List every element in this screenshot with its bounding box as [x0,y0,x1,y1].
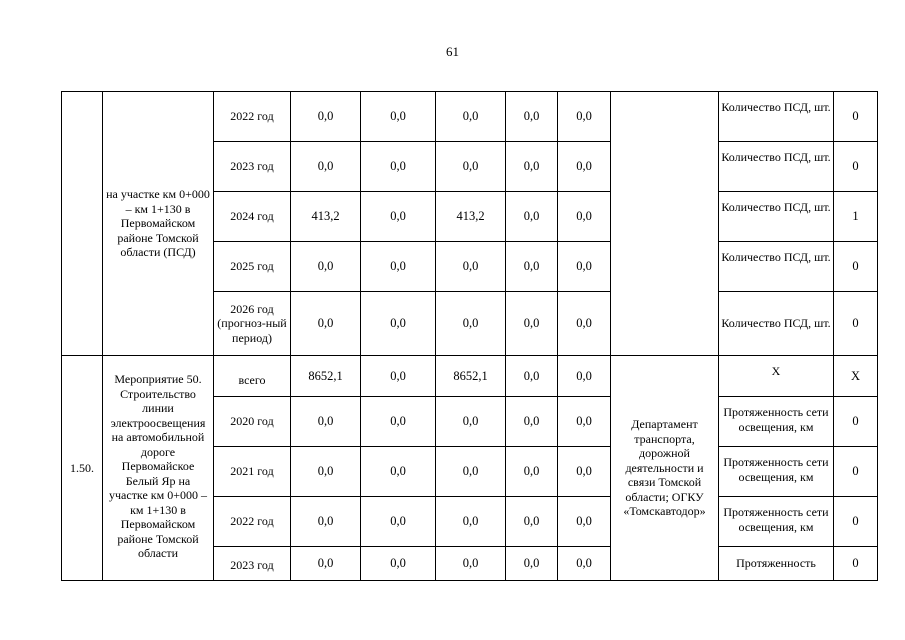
year-cell: 2022 год [214,92,291,142]
program-table [61,91,878,581]
executor-cell: Департамент транспорта, дорожной деятельности и связи Томской области; ОГКУ «Томскавтодор» [611,356,719,581]
target-cell: X [834,356,878,397]
page-number: 61 [446,44,459,59]
row-number-cell: 1.50. [62,356,103,581]
value-cell: 0,0 [506,397,558,447]
value-cell: 0,0 [361,192,436,242]
target-cell: 0 [834,292,878,356]
year-cell: 2026 год (прогноз-ный период) [214,292,291,356]
value-cell: 0,0 [506,242,558,292]
value-cell: 0,0 [506,356,558,397]
value-cell: 0,0 [506,142,558,192]
target-cell: 0 [834,242,878,292]
value-cell: 413,2 [436,192,506,242]
value-cell: 0,0 [436,497,506,547]
value-cell: 0,0 [436,292,506,356]
value-cell: 0,0 [558,356,611,397]
year-cell: 2025 год [214,242,291,292]
indicator-cell: Протяженность [719,547,834,581]
value-cell: 0,0 [361,356,436,397]
indicator-cell: Количество ПСД, шт. [719,242,834,292]
value-cell: 0,0 [361,397,436,447]
target-cell: 0 [834,142,878,192]
value-cell: 0,0 [558,497,611,547]
value-cell: 0,0 [506,192,558,242]
indicator-cell: X [719,356,834,397]
value-cell: 0,0 [291,447,361,497]
value-cell: 0,0 [506,447,558,497]
table-row [62,92,878,142]
indicator-cell: Протяженность сети освещения, км [719,397,834,447]
target-cell: 0 [834,497,878,547]
value-cell: 0,0 [291,92,361,142]
value-cell: 413,2 [291,192,361,242]
year-cell: 2024 год [214,192,291,242]
value-cell: 0,0 [291,242,361,292]
value-cell: 0,0 [291,397,361,447]
value-cell: 0,0 [361,447,436,497]
year-cell: 2020 год [214,397,291,447]
year-cell: 2022 год [214,497,291,547]
value-cell: 0,0 [361,242,436,292]
value-cell: 0,0 [361,497,436,547]
target-cell: 0 [834,397,878,447]
value-cell: 0,0 [361,547,436,581]
value-cell: 0,0 [558,292,611,356]
value-cell: 8652,1 [291,356,361,397]
value-cell: 0,0 [558,547,611,581]
indicator-cell: Протяженность сети освещения, км [719,497,834,547]
value-cell: 0,0 [361,92,436,142]
target-cell: 1 [834,192,878,242]
target-cell: 0 [834,447,878,497]
year-cell: 2023 год [214,547,291,581]
executor-cell [611,92,719,356]
value-cell: 0,0 [361,292,436,356]
year-cell: 2021 год [214,447,291,497]
activity-name-cell: на участке км 0+000 – км 1+130 в Первомайском районе Томской области (ПСД) [103,92,214,356]
value-cell: 0,0 [558,447,611,497]
indicator-cell: Количество ПСД, шт. [719,142,834,192]
value-cell: 0,0 [436,547,506,581]
row-number-cell [62,92,103,356]
value-cell: 0,0 [506,292,558,356]
value-cell: 0,0 [506,547,558,581]
value-cell: 8652,1 [436,356,506,397]
activity-name-cell: Мероприятие 50. Строительство линии электроосвещения на автомобильной дороге Первомайское Белый Яр на участке км 0+000 – км 1+130 в Первомайском районе Томской области [103,356,214,581]
indicator-cell: Количество ПСД, шт. [719,292,834,356]
year-cell: всего [214,356,291,397]
value-cell: 0,0 [436,92,506,142]
value-cell: 0,0 [291,142,361,192]
value-cell: 0,0 [291,547,361,581]
value-cell: 0,0 [558,397,611,447]
value-cell: 0,0 [558,242,611,292]
value-cell: 0,0 [436,242,506,292]
value-cell: 0,0 [558,192,611,242]
value-cell: 0,0 [558,142,611,192]
indicator-cell: Количество ПСД, шт. [719,92,834,142]
year-cell: 2023 год [214,142,291,192]
value-cell: 0,0 [506,92,558,142]
value-cell: 0,0 [361,142,436,192]
value-cell: 0,0 [558,92,611,142]
target-cell: 0 [834,547,878,581]
value-cell: 0,0 [436,142,506,192]
value-cell: 0,0 [291,292,361,356]
indicator-cell: Протяженность сети освещения, км [719,447,834,497]
value-cell: 0,0 [291,497,361,547]
value-cell: 0,0 [506,497,558,547]
target-cell: 0 [834,92,878,142]
table-row [62,356,878,397]
value-cell: 0,0 [436,397,506,447]
value-cell: 0,0 [436,447,506,497]
indicator-cell: Количество ПСД, шт. [719,192,834,242]
